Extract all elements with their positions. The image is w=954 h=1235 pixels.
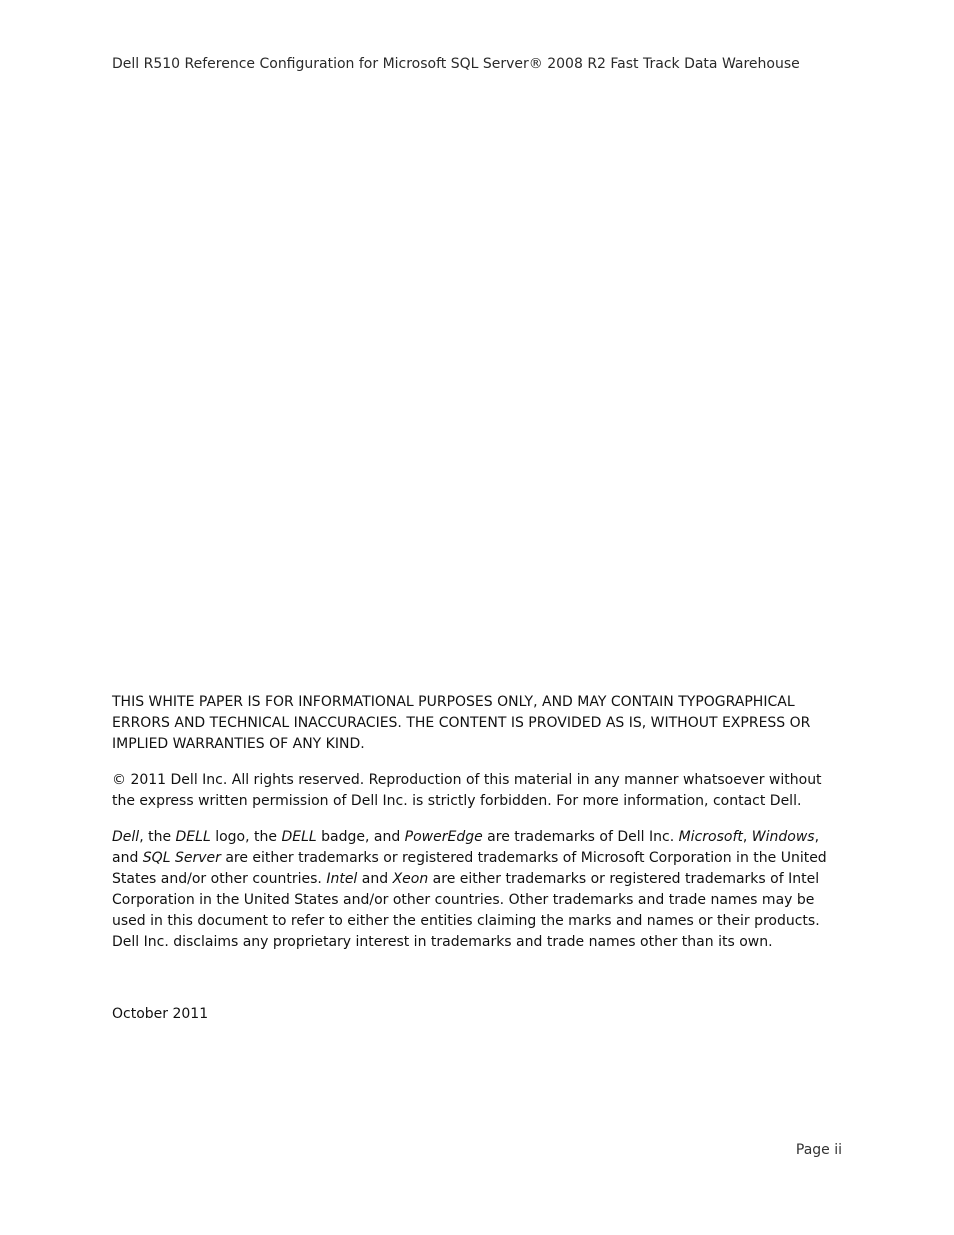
trademark-text: , and bbox=[112, 829, 820, 866]
trademark-windows: Windows bbox=[751, 829, 815, 845]
trademark-text: logo, the bbox=[210, 829, 282, 845]
trademark-intel: Intel bbox=[326, 871, 358, 887]
trademarks-paragraph bbox=[112, 827, 842, 953]
trademark-dell-badge: DELL bbox=[281, 829, 317, 845]
trademark-poweredge: PowerEdge bbox=[404, 829, 483, 845]
trademark-text: are either trademarks or registered trademarks of Microsoft Corporation in the United States and/or other countries. bbox=[112, 850, 827, 887]
disclaimer-paragraph: THIS WHITE PAPER IS FOR INFORMATIONAL PURPOSES ONLY, AND MAY CONTAIN TYPOGRAPHICAL ERRORS AND TECHNICAL INACCURACIES. THE CONTENT IS PROVIDED AS IS, WITHOUT EXPRESS OR IMPLIED WARRANTIES OF ANY KIND. bbox=[112, 694, 811, 752]
trademark-sql-server: SQL Server bbox=[142, 850, 221, 866]
trademark-text: are trademarks of Dell Inc. bbox=[482, 829, 679, 845]
trademark-dell: Dell bbox=[112, 829, 140, 845]
trademark-text: , bbox=[742, 829, 752, 845]
page-header: Dell R510 Reference Configuration for Microsoft SQL Server® 2008 R2 Fast Track Data Warehouse bbox=[112, 56, 800, 72]
copyright-paragraph: © 2011 Dell Inc. All rights reserved. Reproduction of this material in any manner whatsoever without the express written permission of Dell Inc. is strictly forbidden. For more information, contact Dell. bbox=[112, 772, 822, 809]
publication-date: October 2011 bbox=[112, 1006, 209, 1022]
legal-notices bbox=[112, 692, 842, 968]
trademark-dell-logo: DELL bbox=[175, 829, 211, 845]
trademark-text: are either trademarks or registered trademarks of Intel Corporation in the United States and/or other countries. Other trademarks and trade names may be used in this document to refer to either the entities claiming the marks and names or their products. Dell Inc. disclaims any proprietary interest in trademarks and trade names other than its own. bbox=[112, 871, 820, 950]
trademark-microsoft: Microsoft bbox=[678, 829, 743, 845]
trademark-text: badge, and bbox=[316, 829, 405, 845]
trademark-text: , the bbox=[139, 829, 176, 845]
trademark-text: and bbox=[357, 871, 393, 887]
page-number: Page ii bbox=[795, 1142, 842, 1158]
trademark-xeon: Xeon bbox=[392, 871, 429, 887]
